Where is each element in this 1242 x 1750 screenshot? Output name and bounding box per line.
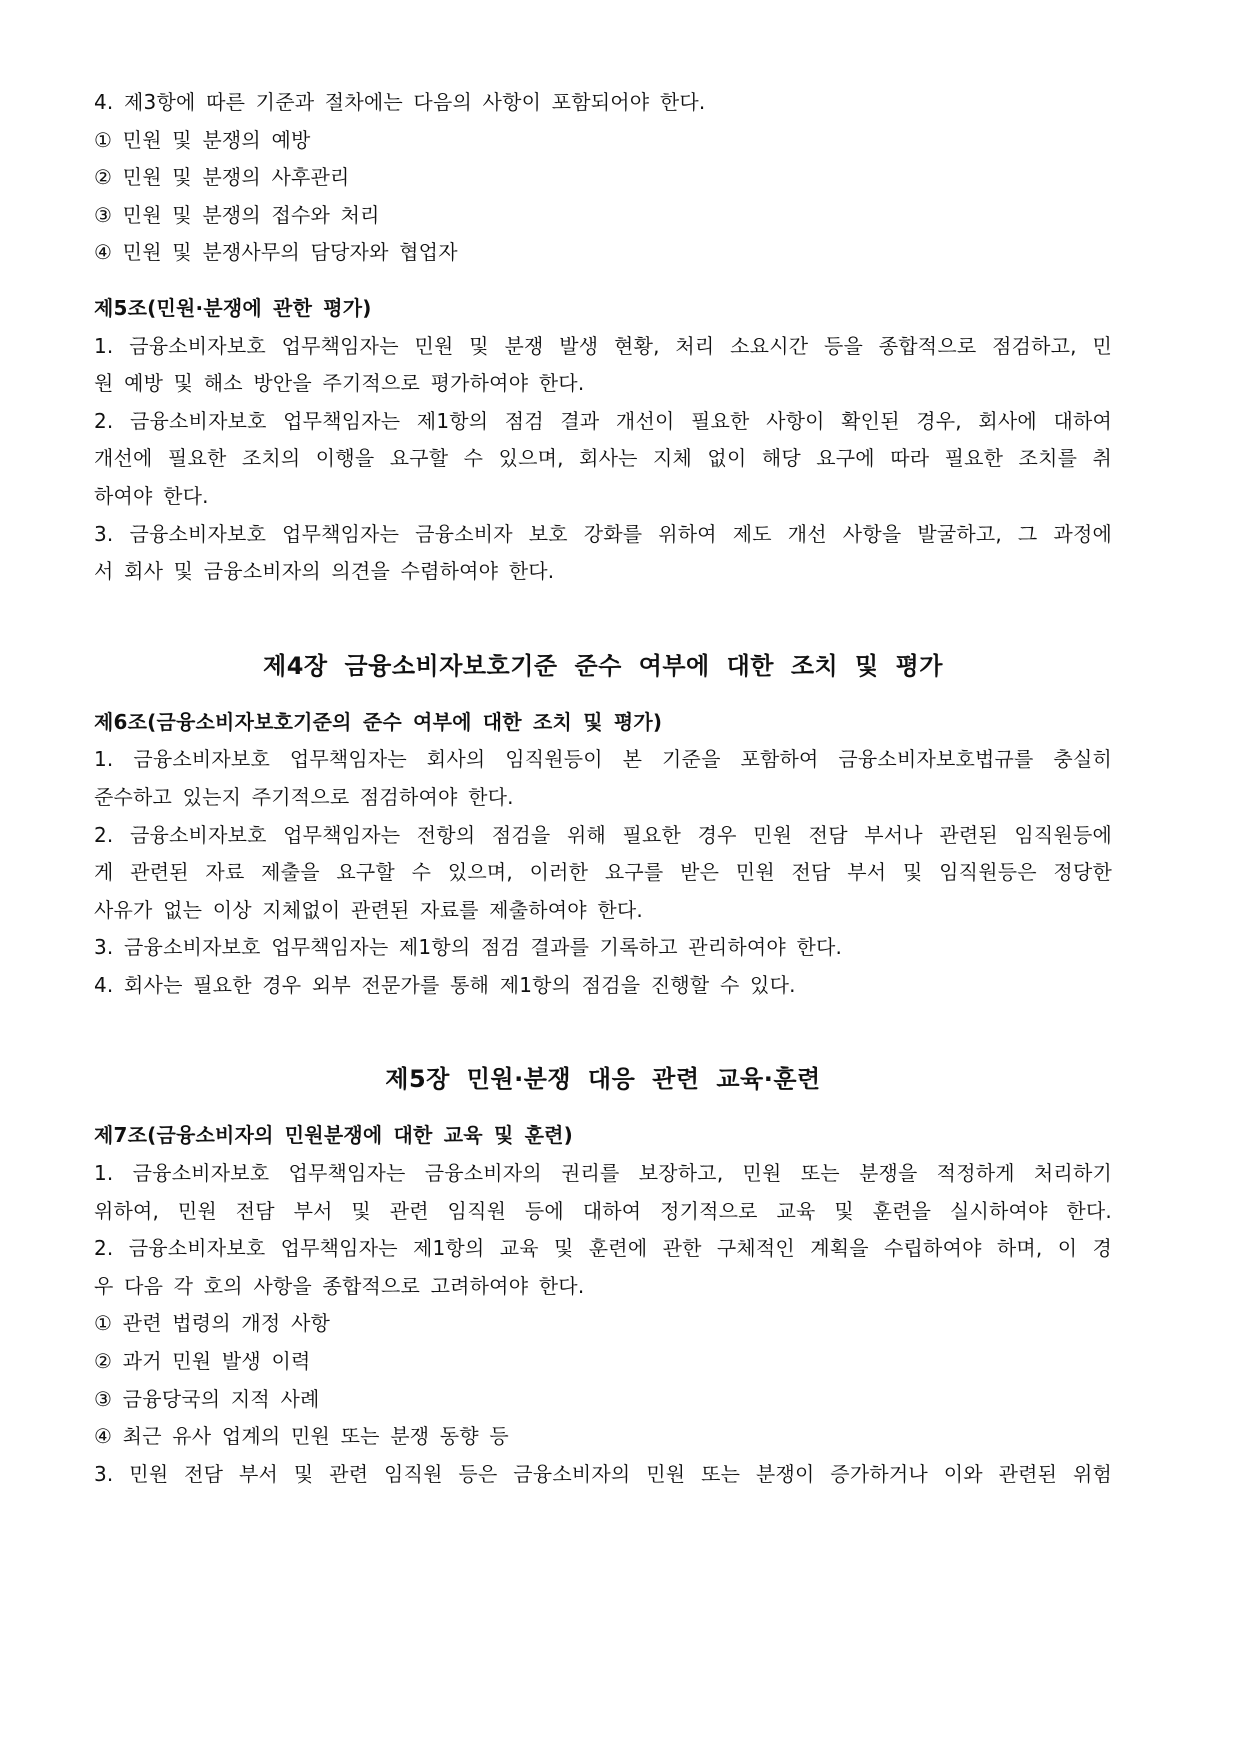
sub-item: ③ 민원 및 분쟁의 접수와 처리	[94, 202, 380, 227]
paragraph-line: 2. 금융소비자보호 업무책임자는 제1항의 점검 결과 개선이 필요한 사항이 확인된 경우, 회사에 대하여	[94, 408, 1112, 433]
article-title: 제6조(금융소비자보호기준의 준수 여부에 대한 조치 및 평가)	[94, 709, 663, 734]
paragraph-line: 3. 금융소비자보호 업무책임자는 제1항의 점검 결과를 기록하고 관리하여야 한다.	[94, 935, 843, 960]
paragraph-line: 위하여, 민원 전담 부서 및 관련 임직원 등에 대하여 정기적으로 교육 및 훈련을 실시하여야 한다.	[94, 1198, 1112, 1223]
chapter-heading: 제5장 민원·분쟁 대응 관련 교육·훈련	[385, 1065, 821, 1094]
sub-item: ③ 금융당국의 지적 사례	[94, 1386, 320, 1411]
paragraph-line: 원 예방 및 해소 방안을 주기적으로 평가하여야 한다.	[94, 371, 585, 396]
paragraph-line: 1. 금융소비자보호 업무책임자는 금융소비자의 권리를 보장하고, 민원 또는 분쟁을 적정하게 처리하기	[94, 1161, 1112, 1186]
sub-item: ① 관련 법령의 개정 사항	[94, 1311, 331, 1336]
article-title: 제7조(금융소비자의 민원분쟁에 대한 교육 및 훈련)	[94, 1123, 574, 1148]
spacer	[94, 1099, 1112, 1117]
document-page	[94, 84, 1112, 1493]
sub-item: ② 민원 및 분쟁의 사후관리	[94, 165, 350, 190]
sub-item: ① 민원 및 분쟁의 예방	[94, 127, 311, 152]
paragraph-line: 2. 금융소비자보호 업무책임자는 제1항의 교육 및 훈련에 관한 구체적인 계획을 수립하여야 하며, 이 경	[94, 1236, 1112, 1261]
sub-item: ④ 최근 유사 업계의 민원 또는 분쟁 동향 등	[94, 1424, 509, 1449]
paragraph-line: 2. 금융소비자보호 업무책임자는 전항의 점검을 위해 필요한 경우 민원 전담 부서나 관련된 임직원등에	[94, 822, 1112, 847]
paragraph-line: 1. 금융소비자보호 업무책임자는 회사의 임직원등이 본 기준을 포함하여 금융소비자보호법규를 충실히	[94, 747, 1112, 772]
sub-item: ④ 민원 및 분쟁사무의 담당자와 협업자	[94, 240, 458, 265]
paragraph-line: 1. 금융소비자보호 업무책임자는 민원 및 분쟁 발생 현황, 처리 소요시간 등을 종합적으로 점검하고, 민	[94, 333, 1112, 358]
paragraph-line: 우 다음 각 호의 사항을 종합적으로 고려하여야 한다.	[94, 1273, 585, 1298]
spacer	[94, 1004, 1112, 1059]
paragraph-line: 3. 민원 전담 부서 및 관련 임직원 등은 금융소비자의 민원 또는 분쟁이 증가하거나 이와 관련된 위험	[94, 1461, 1112, 1486]
article-title: 제5조(민원·분쟁에 관한 평가)	[94, 295, 372, 320]
paragraph-line: 게 관련된 자료 제출을 요구할 수 있으며, 이러한 요구를 받은 민원 전담 부서 및 임직원등은 정당한	[94, 860, 1112, 885]
paragraph-line: 사유가 없는 이상 지체없이 관련된 자료를 제출하여야 한다.	[94, 897, 643, 922]
paragraph-line: 4. 회사는 필요한 경우 외부 전문가를 통해 제1항의 점검을 진행할 수 있다.	[94, 972, 796, 997]
spacer	[94, 686, 1112, 704]
chapter-heading: 제4장 금융소비자보호기준 준수 여부에 대한 조치 및 평가	[263, 651, 943, 680]
paragraph-line: 개선에 필요한 조치의 이행을 요구할 수 있으며, 회사는 지체 없이 해당 요구에 따라 필요한 조치를 취	[94, 446, 1112, 471]
spacer	[94, 272, 1112, 290]
paragraph-line: 준수하고 있는지 주기적으로 점검하여야 한다.	[94, 784, 514, 809]
paragraph-line: 3. 금융소비자보호 업무책임자는 금융소비자 보호 강화를 위하여 제도 개선 사항을 발굴하고, 그 과정에	[94, 521, 1112, 546]
paragraph-line: 하여야 한다.	[94, 483, 209, 508]
sub-item: ② 과거 민원 발생 이력	[94, 1349, 311, 1374]
clause-4: 4. 제3항에 따른 기준과 절차에는 다음의 사항이 포함되어야 한다.	[94, 90, 706, 114]
spacer	[94, 591, 1112, 646]
paragraph-line: 서 회사 및 금융소비자의 의견을 수렴하여야 한다.	[94, 559, 555, 584]
